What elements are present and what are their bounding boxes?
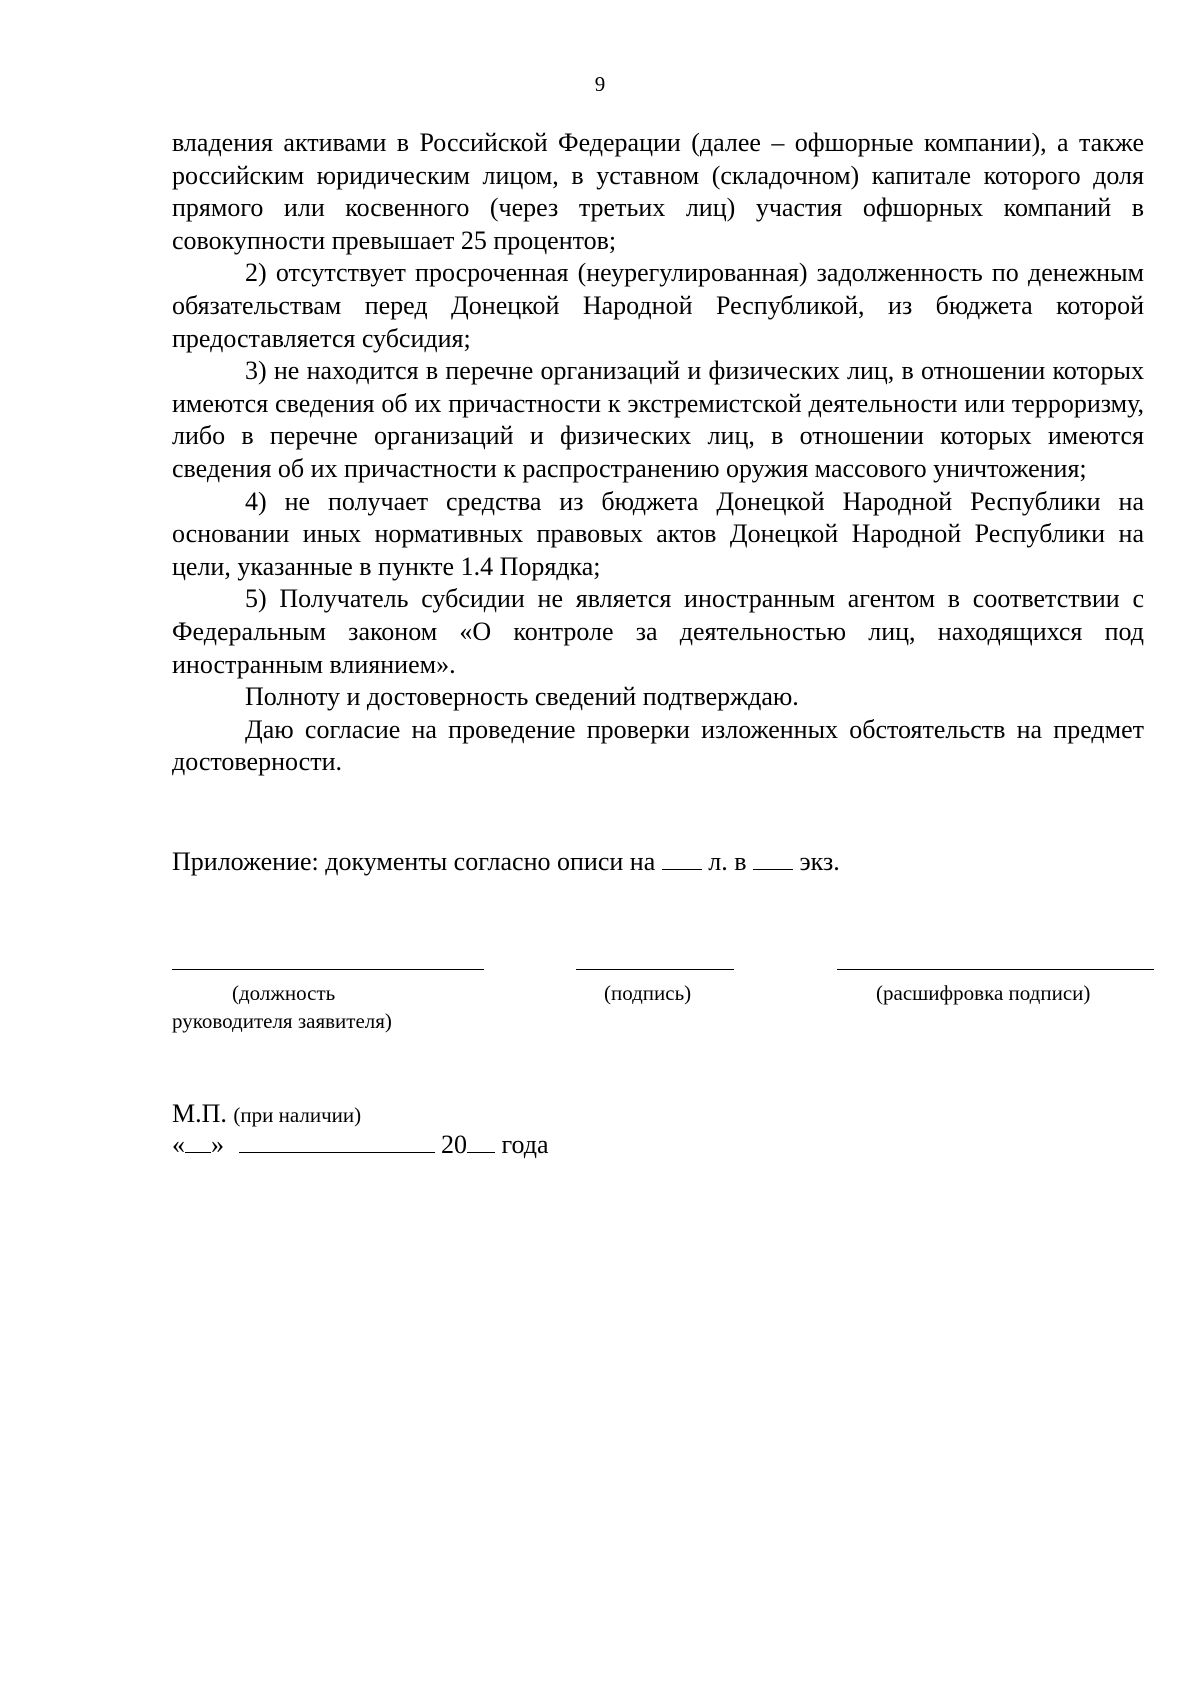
- paragraph-item-2: 2) отсутствует просроченная (неурегулированная) задолженность по денежным обязательствам перед Донецкой Народной Республикой, из бюджета которой предоставляется субсидия;: [172, 258, 1144, 353]
- document-body: [172, 127, 1144, 779]
- paragraph-consent: Даю согласие на проведение проверки изложенных обстоятельств на предмет достоверности.: [172, 714, 1144, 777]
- date-close-quote: »: [211, 1130, 224, 1159]
- position-signature-line[interactable]: [172, 969, 484, 970]
- year-prefix: 20: [441, 1130, 467, 1159]
- signature-label: (подпись): [604, 981, 692, 1005]
- paragraph-offshore-continuation: владения активами в Российской Федерации (далее – офшорные компании), а также российским юридическим лицом, в уставном (складочном) капитале которого доля прямого или косвенного (через третьих лиц) участия офшорных компаний в совокупности превышает 25 процентов;: [172, 128, 1144, 255]
- day-blank[interactable]: [185, 1130, 211, 1153]
- page-number: 9: [594, 72, 606, 96]
- year-blank[interactable]: [467, 1130, 495, 1153]
- stamp-note: (при наличии): [233, 1103, 362, 1127]
- paragraph-item-4: 4) не получает средства из бюджета Донецкой Народной Республики на основании иных нормативных правовых актов Донецкой Народной Республики на цели, указанные в пункте 1.4 Порядка;: [172, 486, 1144, 581]
- decoding-signature-line[interactable]: [837, 969, 1154, 970]
- position-label-line1: (должность: [232, 981, 336, 1005]
- attachment-suffix: экз.: [799, 847, 840, 876]
- stamp-label: М.П.: [172, 1099, 227, 1128]
- attachment-middle: л. в: [708, 847, 747, 876]
- paragraph-item-5: 5) Получатель субсидии не является иностранным агентом в соответствии с Федеральным законом «О контроле за деятельностью лиц, находящихся под иностранным влиянием».: [172, 584, 1144, 679]
- date-line: [172, 1129, 549, 1161]
- copies-count-blank[interactable]: [753, 847, 793, 870]
- decoding-label: (расшифровка подписи): [876, 981, 1091, 1005]
- paragraph-item-3: 3) не находится в перечне организаций и физических лиц, в отношении которых имеются сведения об их причастности к экстремистской деятельности или терроризму, либо в перечне организаций и физических лиц, в отношении которых имеются сведения об их причастности к распространению оружия массового уничтожения;: [172, 356, 1144, 483]
- date-open-quote: «: [172, 1130, 185, 1159]
- paragraph-confirmation: Полноту и достоверность сведений подтверждаю.: [245, 682, 799, 712]
- attachment-prefix: Приложение: документы согласно описи на: [172, 847, 656, 876]
- attachment-line: [172, 846, 840, 878]
- position-label-line2: руководителя заявителя): [172, 1009, 392, 1033]
- stamp-placeholder: [172, 1098, 361, 1131]
- month-blank[interactable]: [239, 1130, 435, 1153]
- year-suffix: года: [501, 1130, 549, 1159]
- sheets-count-blank[interactable]: [662, 847, 702, 870]
- signature-line[interactable]: [576, 969, 734, 970]
